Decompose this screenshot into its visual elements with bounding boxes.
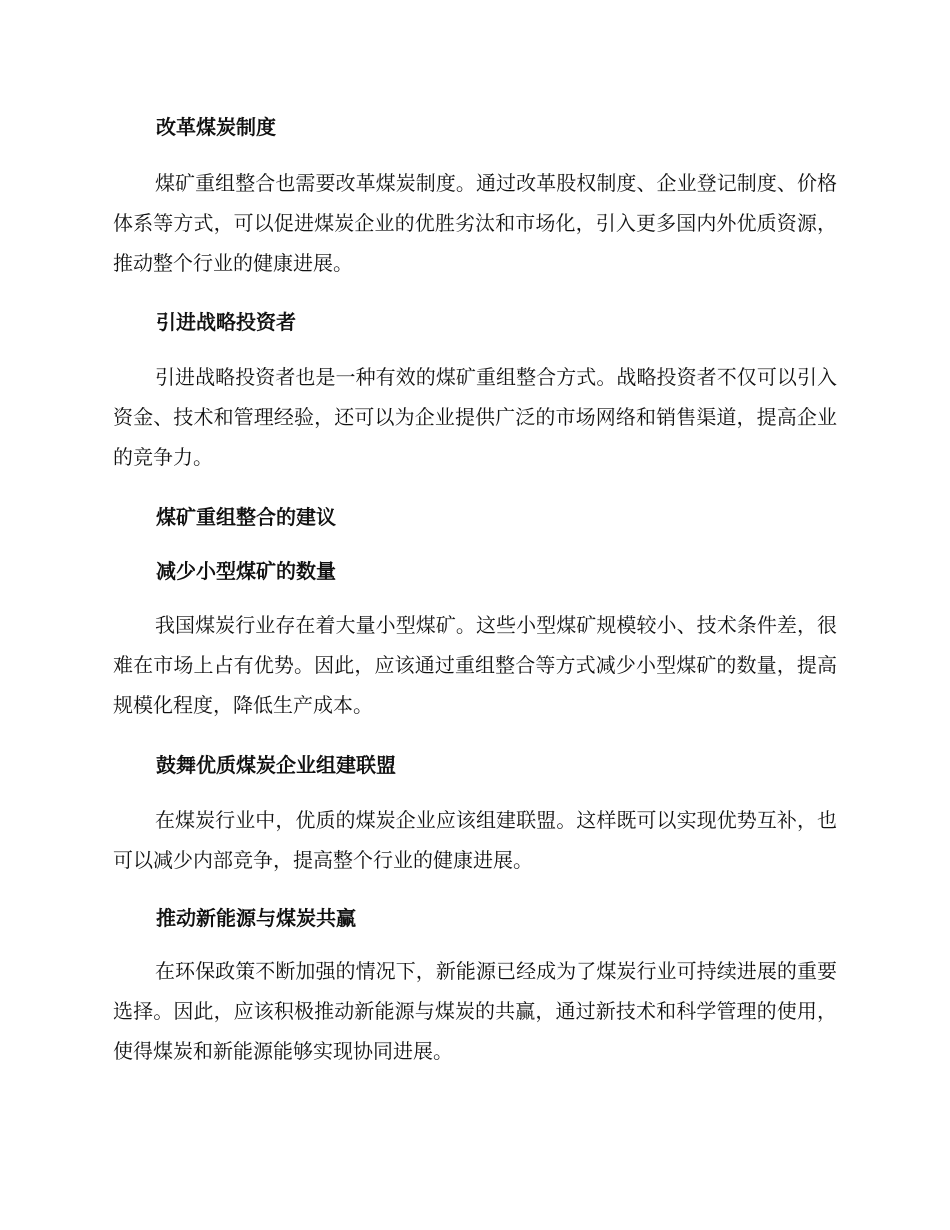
section-heading: 引进战略投资者 [156, 310, 296, 334]
paragraph: 煤矿重组整合也需要改革煤炭制度。通过改革股权制度、企业登记制度、价格体系等方式，可以促进煤炭企业的优胜劣汰和市场化，引入更多国内外优质资源，推动整个行业的健康进展。 [113, 171, 837, 275]
section-heading: 鼓舞优质煤炭企业组建联盟 [156, 753, 396, 777]
paragraph: 在煤炭行业中，优质的煤炭企业应该组建联盟。这样既可以实现优势互补，也可以减少内部竞争，提高整个行业的健康进展。 [113, 808, 837, 872]
section-heading: 改革煤炭制度 [156, 115, 276, 139]
section-body [113, 800, 837, 880]
section-heading: 煤矿重组整合的建议 [156, 505, 336, 529]
section-body [113, 605, 837, 725]
section-heading: 推动新能源与煤炭共赢 [156, 906, 356, 930]
paragraph: 我国煤炭行业存在着大量小型煤矿。这些小型煤矿规模较小、技术条件差，很难在市场上占有优势。因此，应该通过重组整合等方式减少小型煤矿的数量，提高规模化程度，降低生产成本。 [113, 613, 837, 717]
section-body [113, 163, 837, 283]
paragraph: 在环保政策不断加强的情况下，新能源已经成为了煤炭行业可持续进展的重要选择。因此，应该积极推动新能源与煤炭的共赢，通过新技术和科学管理的使用，使得煤炭和新能源能够实现协同进展。 [113, 959, 837, 1063]
paragraph: 引进战略投资者也是一种有效的煤矿重组整合方式。战略投资者不仅可以引入资金、技术和管理经验，还可以为企业提供广泛的市场网络和销售渠道，提高企业的竞争力。 [113, 365, 837, 469]
section-body [113, 951, 837, 1071]
section-heading: 减少小型煤矿的数量 [156, 559, 336, 583]
section-body [113, 357, 837, 477]
